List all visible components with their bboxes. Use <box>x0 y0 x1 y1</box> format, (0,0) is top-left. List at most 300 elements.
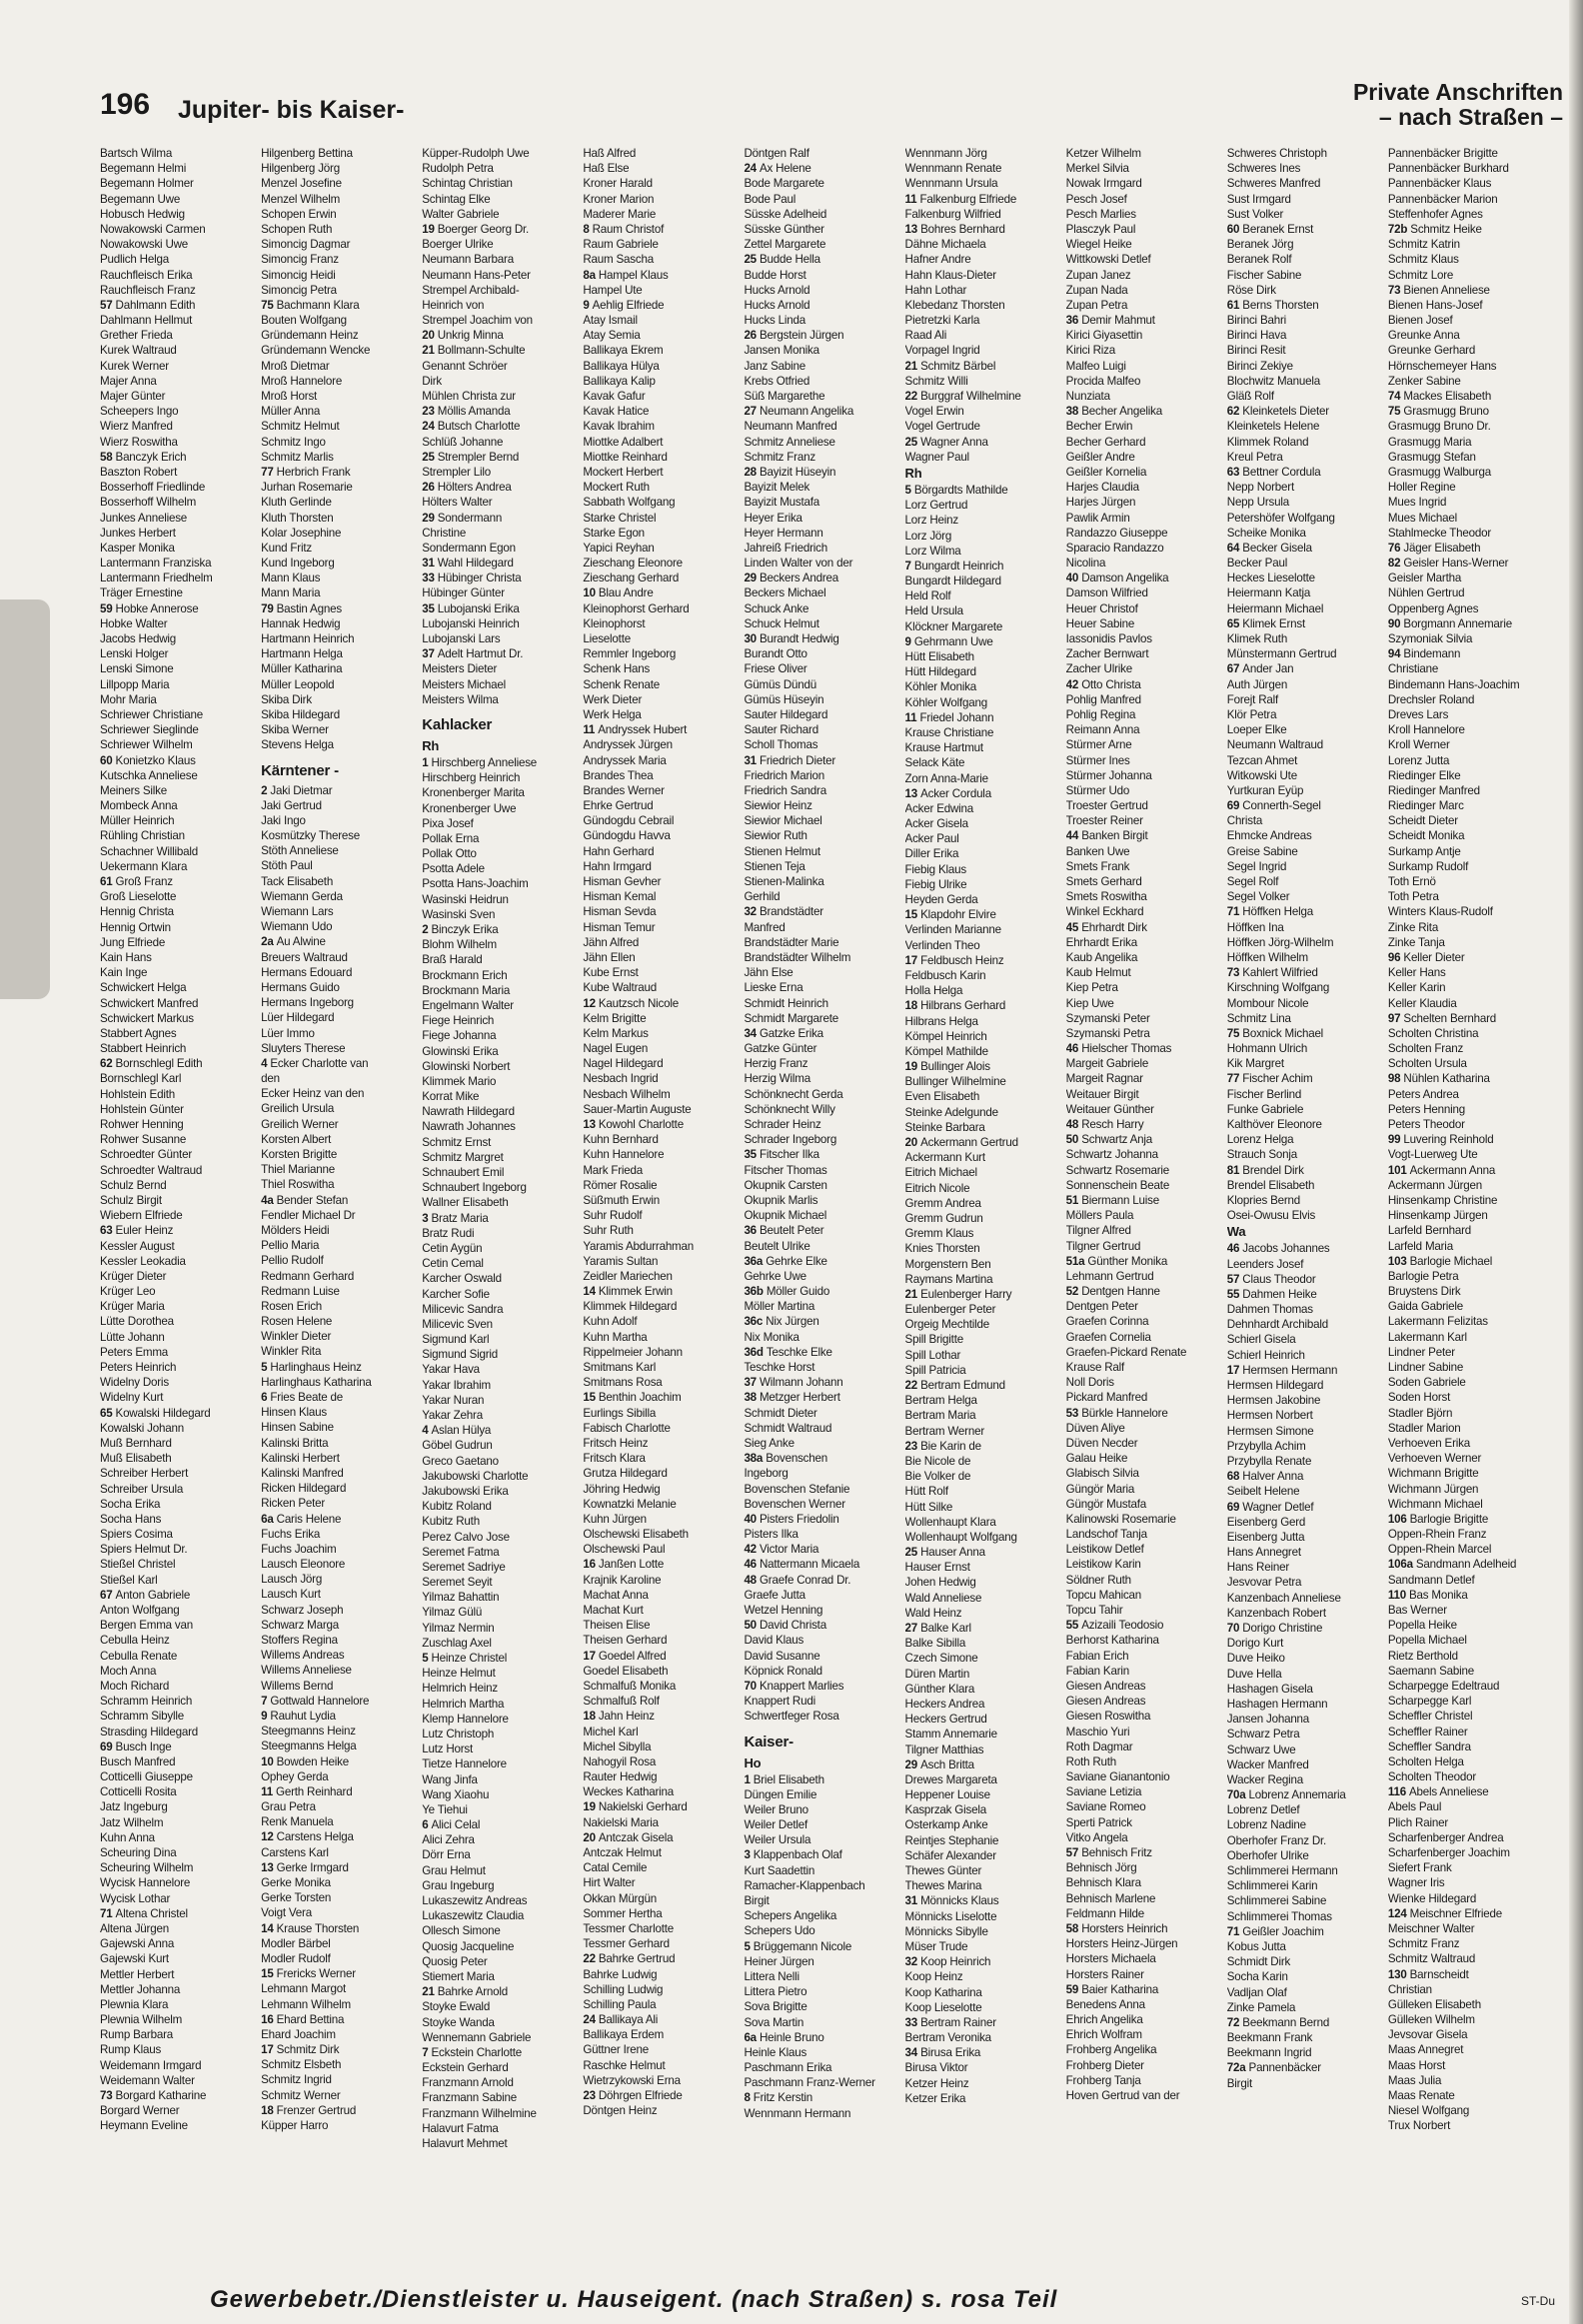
section-title <box>1353 80 1563 131</box>
directory-entry: 5 Brüggemann Nicole <box>744 1939 852 1953</box>
directory-entry: Littera Nelli <box>744 1969 799 1983</box>
directory-entry: Andryssek Maria <box>583 753 667 767</box>
directory-entry: 94 Bindemann <box>1387 647 1461 661</box>
directory-entry: Stürmer Ines <box>1065 753 1130 767</box>
directory-entry: Schlimmerei Hermann <box>1226 1864 1338 1877</box>
directory-entry: Begemann Holmer <box>100 177 194 191</box>
directory-entry: Cetin Aygün <box>422 1241 483 1255</box>
directory-entry: Reintjes Stephanie <box>904 1833 999 1847</box>
house-number: 40 <box>1065 572 1082 585</box>
directory-entry: 17 Goedel Alfred <box>583 1649 667 1663</box>
directory-entry: Manfred <box>744 920 786 934</box>
directory-entry: Yurtkuran Eyüp <box>1226 783 1304 797</box>
directory-entry: 53 Bürkle Hannelore <box>1065 1406 1168 1420</box>
house-number: 130 <box>1387 1967 1410 1981</box>
directory-entry: Zacher Bernwart <box>1065 647 1149 661</box>
house-number: 110 <box>1387 1588 1409 1602</box>
directory-entry: Oberhofer Ulrike <box>1226 1848 1309 1862</box>
directory-entry: Lakermann Felizitas <box>1387 1315 1488 1329</box>
directory-entry: Nawrath Johannes <box>422 1120 516 1134</box>
directory-entry: 29 Sondermann <box>422 511 503 525</box>
directory-entry: Klöckner Margarete <box>904 619 1003 633</box>
directory-entry: Scholten Franz <box>1387 1042 1464 1056</box>
directory-entry: Scheidt Dieter <box>1387 814 1458 828</box>
directory-entry: Miottke Adalbert <box>583 435 664 449</box>
directory-entry: Wietrzykowski Erna <box>583 2073 681 2087</box>
directory-entry: 24 Butsch Charlotte <box>422 420 521 434</box>
directory-entry: Kelm Markus <box>583 1026 649 1040</box>
directory-entry: Keller Karin <box>1387 981 1446 995</box>
directory-entry: 38 Metzger Herbert <box>744 1391 840 1405</box>
house-number: 62 <box>1226 405 1243 419</box>
directory-entry: Scheffler Christel <box>1387 1710 1473 1724</box>
directory-entry: Raschke Helmut <box>583 2058 666 2072</box>
directory-entry: 8 Raum Christof <box>583 222 665 236</box>
directory-entry: Iassonidis Pavlos <box>1065 632 1152 645</box>
house-number: 4 <box>261 1056 271 1070</box>
directory-entry: Schrader Heinz <box>744 1118 821 1131</box>
directory-entry: Johen Hedwig <box>904 1576 976 1590</box>
directory-entry: Krause Hartmut <box>904 741 983 755</box>
directory-entry: Meisters Dieter <box>422 662 498 676</box>
directory-entry: Süsske Günther <box>744 222 824 236</box>
house-number: 42 <box>744 1543 760 1557</box>
directory-entry: Siewior Michael <box>744 814 822 828</box>
directory-entry: Greilich Ursula <box>261 1102 335 1116</box>
directory-entry: Wierz Roswitha <box>100 435 178 449</box>
directory-entry: 97 Schelten Bernhard <box>1387 1011 1497 1025</box>
directory-entry: Junkes Anneliese <box>100 511 188 525</box>
directory-entry: Greco Gaetano <box>422 1454 499 1468</box>
directory-entry: Milicevic Sandra <box>422 1302 504 1316</box>
house-number: 116 <box>1387 1785 1409 1799</box>
directory-entry: Bienen Hans-Josef <box>1387 298 1483 312</box>
directory-entry: Theisen Elise <box>583 1619 651 1633</box>
directory-entry: Schilling Paula <box>583 1997 657 2011</box>
directory-entry: Strempler Lilo <box>422 465 491 479</box>
directory-entry: Nunziata <box>1065 390 1110 403</box>
directory-entry: Behnisch Jörg <box>1065 1861 1137 1875</box>
directory-entry: Ingeborg <box>744 1467 789 1481</box>
directory-entry: Pohlig Regina <box>1065 707 1136 721</box>
house-number: 35 <box>422 601 438 615</box>
directory-entry: Nowakowski Carmen <box>100 222 206 236</box>
directory-entry: Hisman Temur <box>583 920 656 934</box>
directory-entry: Scheuring Wilhelm <box>100 1861 194 1875</box>
directory-entry: Eisenberg Jutta <box>1226 1530 1305 1544</box>
directory-entry: Franzmann Arnold <box>422 2076 514 2090</box>
directory-entry: Schmitz Helmut <box>261 420 340 434</box>
directory-entry: Mühlen Christa zur <box>422 390 516 403</box>
house-number: 36b <box>744 1285 767 1299</box>
directory-entry: 64 Becker Gisela <box>1226 541 1312 555</box>
directory-entry: Wasinski Heidrun <box>422 892 509 906</box>
directory-entry: Hohmann Ulrich <box>1226 1042 1308 1056</box>
directory-entry: Ackermann Jürgen <box>1387 1178 1482 1192</box>
directory-entry: 7 Bungardt Heinrich <box>904 559 1004 573</box>
directory-entry: Lobrenz Nadine <box>1226 1818 1306 1832</box>
directory-entry: Segel Volker <box>1226 890 1290 904</box>
directory-entry: 15 Benthin Joachim <box>583 1391 682 1405</box>
directory-entry: Rühling Christian <box>100 829 185 843</box>
directory-entry: Troester Reiner <box>1065 814 1143 828</box>
house-number: 20 <box>422 329 438 343</box>
directory-entry: Przybylla Renate <box>1226 1454 1312 1468</box>
directory-entry: 12 Carstens Helga <box>261 1830 354 1844</box>
directory-entry: Heiermann Michael <box>1226 601 1324 615</box>
house-number: 77 <box>1226 1072 1243 1086</box>
directory-entry: Bertram Werner <box>904 1424 984 1438</box>
directory-entry: Popella Michael <box>1387 1634 1467 1648</box>
directory-entry: Yilmaz Gülü <box>422 1606 483 1620</box>
house-number: 26 <box>422 481 438 495</box>
house-number: 69 <box>1226 799 1243 813</box>
footer-note: Gewerbebetr./Dienstleister u. Hauseigent. (nach Straßen) s. rosa Teil <box>210 2286 1058 2313</box>
directory-entry: Herzig Wilma <box>744 1072 810 1086</box>
directory-entry: Neumann Hans-Peter <box>422 268 531 282</box>
directory-entry: Höffken Jörg-Wilhelm <box>1226 935 1334 949</box>
directory-entry: Dentgen Peter <box>1065 1300 1138 1314</box>
house-number: 36d <box>744 1345 767 1359</box>
directory-entry: Wennmann Jörg <box>904 147 987 160</box>
house-number: 21 <box>422 1985 438 1999</box>
directory-entry: Geisler Martha <box>1387 572 1462 585</box>
directory-entry: Majer Günter <box>100 390 166 403</box>
directory-entry: Begemann Uwe <box>100 192 181 206</box>
directory-entry: Döntgen Heinz <box>583 2104 658 2118</box>
directory-entry: 21 Eulenberger Harry <box>904 1287 1012 1301</box>
directory-entry: Küpper-Rudolph Uwe <box>422 147 530 160</box>
directory-entry: 6a Caris Helene <box>261 1512 342 1526</box>
directory-entry: Wichmann Jürgen <box>1387 1482 1479 1496</box>
directory-entry: Hennig Christa <box>100 905 174 919</box>
house-number: 69 <box>1226 1500 1243 1514</box>
directory-entry: 71 Geißler Joachim <box>1226 1924 1324 1938</box>
directory-entry: Fischer Sabine <box>1226 268 1302 282</box>
directory-entry: Schmidt Heinrich <box>744 996 828 1010</box>
directory-entry: Okupnik Carsten <box>744 1178 827 1192</box>
directory-entry: 38 Becher Angelika <box>1065 405 1162 419</box>
directory-entry: 44 Banken Birgit <box>1065 829 1148 843</box>
directory-entry: Hinsen Klaus <box>261 1406 328 1420</box>
house-number: 76 <box>1387 541 1404 555</box>
directory-entry: Schweres Manfred <box>1226 177 1321 191</box>
directory-entry: Koop Lieselotte <box>904 2000 982 2014</box>
directory-column <box>261 146 412 2274</box>
directory-entry: 34 Birusa Erika <box>904 2046 981 2060</box>
directory-entry: 116 Abels Anneliese <box>1387 1785 1489 1799</box>
directory-entry: Greunke Gerhard <box>1387 344 1476 358</box>
house-number: 60 <box>1226 222 1243 236</box>
house-number: 6a <box>261 1512 277 1526</box>
directory-entry: 5 Börgardts Mathilde <box>904 483 1008 497</box>
directory-entry: Suhr Rudolf <box>583 1209 643 1223</box>
directory-entry: 90 Borgmann Annemarie <box>1387 616 1512 630</box>
directory-entry: Kube Waltraud <box>583 981 657 995</box>
directory-entry: Höffken Ina <box>1226 920 1284 934</box>
house-number: 17 <box>1226 1363 1243 1377</box>
directory-entry: Hampel Ute <box>583 283 643 297</box>
directory-entry: Strempel Archibald- <box>422 283 520 297</box>
house-number: 53 <box>1065 1406 1082 1420</box>
directory-entry: Haß Else <box>583 162 630 176</box>
directory-entry: Tessmer Gerhard <box>583 1937 670 1951</box>
house-number: 61 <box>1226 298 1243 312</box>
house-number: 10 <box>583 586 599 600</box>
house-number: 37 <box>422 647 438 661</box>
directory-entry: Troester Gertrud <box>1065 799 1148 813</box>
house-number: 19 <box>904 1060 921 1074</box>
directory-entry: Horsters Michaela <box>1065 1952 1156 1966</box>
directory-entry: Bratz Rudi <box>422 1226 475 1240</box>
directory-entry: Eckstein Gerhard <box>422 2061 509 2075</box>
directory-entry: 7 Eckstein Charlotte <box>422 2045 522 2059</box>
directory-entry: Jaki Ingo <box>261 813 306 827</box>
directory-entry: Wald Anneliese <box>904 1591 982 1605</box>
directory-entry: Holler Regine <box>1387 481 1456 495</box>
directory-entry: Wagner Iris <box>1387 1876 1445 1890</box>
directory-entry: Stevens Helga <box>261 738 334 752</box>
directory-entry: Stöth Paul <box>261 859 313 873</box>
directory-entry: Scholten Christina <box>1387 1026 1479 1040</box>
directory-entry: Steinke Adelgunde <box>904 1105 998 1119</box>
directory-entry: Bas Werner <box>1387 1604 1447 1617</box>
directory-entry: Lobrenz Detlef <box>1226 1803 1300 1817</box>
directory-entry: 17 Hermsen Hermann <box>1226 1363 1338 1377</box>
directory-entry: Sparacio Randazzo <box>1065 541 1164 555</box>
directory-entry: Okupnik Michael <box>744 1209 827 1223</box>
directory-entry: Franzmann Wilhelmine <box>422 2106 537 2120</box>
directory-entry: Verhoeven Werner <box>1387 1452 1482 1466</box>
directory-entry: 101 Ackermann Anna <box>1387 1163 1496 1177</box>
directory-entry: Gründemann Wencke <box>261 344 371 358</box>
directory-entry: Oppen-Rhein Franz <box>1387 1528 1487 1542</box>
directory-entry: 23 Möllis Amanda <box>422 405 511 419</box>
directory-entry: Acker Edwina <box>904 801 974 815</box>
directory-entry: Düngen Emilie <box>744 1787 817 1801</box>
directory-entry: Hilgenberg Jörg <box>261 162 340 176</box>
street-range-heading: Jupiter- bis Kaiser- <box>178 96 405 124</box>
directory-entry: Hütt Silke <box>904 1500 953 1514</box>
directory-entry: Düven Aliye <box>1065 1421 1125 1435</box>
directory-entry: Kiep Uwe <box>1065 996 1114 1010</box>
directory-entry: 11 Andryssek Hubert <box>583 723 688 737</box>
house-number: 70a <box>1226 1788 1249 1802</box>
directory-entry: Forejt Ralf <box>1226 692 1279 706</box>
directory-entry: Hütt Elisabeth <box>904 650 974 663</box>
directory-entry: Verhoeven Erika <box>1387 1436 1470 1450</box>
directory-entry: 38a Bovenschen <box>744 1452 828 1466</box>
directory-entry: Jacobs Hedwig <box>100 632 177 645</box>
directory-entry: 27 Neumann Angelika <box>744 405 854 419</box>
directory-entry: Weitauer Günther <box>1065 1102 1154 1116</box>
directory-entry: Ballikaya Hülya <box>583 359 660 373</box>
house-number: 36 <box>1065 314 1082 328</box>
directory-entry: Lütte Johann <box>100 1330 165 1344</box>
directory-entry: 52 Dentgen Hanne <box>1065 1285 1160 1299</box>
district-heading: Rh <box>422 737 440 753</box>
directory-entry: Schnaubert Emil <box>422 1166 505 1179</box>
directory-entry: Kessler Leokadia <box>100 1254 186 1268</box>
house-number: 70 <box>744 1679 760 1693</box>
directory-entry: 1 Briel Elisabeth <box>744 1772 824 1786</box>
directory-entry: Heckes Lieselotte <box>1226 572 1315 585</box>
directory-entry: Schwertfeger Rosa <box>744 1710 839 1724</box>
directory-entry: Wennemann Gabriele <box>422 2030 532 2044</box>
directory-entry: 67 Anton Gabriele <box>100 1588 191 1602</box>
directory-entry: Jähn Alfred <box>583 935 640 949</box>
directory-entry: Kronenberger Marita <box>422 786 525 800</box>
directory-entry: 15 Klapdohr Elvire <box>904 908 996 922</box>
directory-entry: Pietretzki Karla <box>904 314 980 328</box>
directory-entry: Wiemann Lars <box>261 905 334 918</box>
directory-entry: Cebulla Renate <box>100 1649 178 1663</box>
directory-entry: Willems Bernd <box>261 1679 334 1693</box>
directory-column <box>583 146 734 2274</box>
directory-entry: Bouten Wolfgang <box>261 314 347 328</box>
directory-entry: Zupan Petra <box>1065 298 1128 312</box>
directory-entry: Nahogyil Rosa <box>583 1754 657 1768</box>
directory-entry: Güttner Irene <box>583 2043 650 2057</box>
directory-entry: Breuers Waltraud <box>261 950 348 964</box>
house-number: 77 <box>261 465 277 479</box>
directory-entry: Michel Sibylla <box>583 1740 652 1753</box>
directory-entry: 11 Gerth Reinhard <box>261 1784 353 1798</box>
directory-entry: Alici Zehra <box>422 1833 475 1847</box>
directory-entry: Osei-Owusu Elvis <box>1226 1209 1316 1223</box>
directory-entry: 75 Grasmugg Bruno <box>1387 405 1489 419</box>
directory-entry: Osterkamp Anke <box>904 1818 988 1832</box>
directory-entry: Skiba Hildegard <box>261 707 340 721</box>
directory-entry: Weiler Detlef <box>744 1818 807 1832</box>
directory-entry: Wienke Hildegard <box>1387 1891 1477 1905</box>
directory-entry: Birgit <box>1226 2076 1252 2090</box>
directory-entry: Held Rolf <box>904 589 951 603</box>
directory-entry: Köpnick Ronald <box>744 1664 822 1678</box>
directory-entry: Jevsovar Gisela <box>1387 2028 1468 2042</box>
directory-entry: Stießel Karl <box>100 1573 158 1587</box>
street-heading: Kärntener - <box>261 761 339 779</box>
directory-entry: Czech Simone <box>904 1652 978 1666</box>
house-number: 12 <box>261 1830 277 1844</box>
directory-entry: Bullinger Wilhelmine <box>904 1075 1006 1089</box>
directory-entry: Kube Ernst <box>583 966 639 980</box>
directory-entry: 45 Ehrhardt Dirk <box>1065 920 1147 934</box>
directory-entry: Brandstädter Wilhelm <box>744 950 851 964</box>
directory-entry: Möller Martina <box>744 1300 815 1314</box>
directory-entry: Jöhring Hedwig <box>583 1482 661 1496</box>
directory-entry: Mockert Herbert <box>583 465 664 479</box>
directory-entry: Brandes Werner <box>583 783 665 797</box>
house-number: 18 <box>904 999 921 1013</box>
directory-entry: Kalinowski Rosemarie <box>1065 1512 1176 1526</box>
house-number: 62 <box>100 1057 116 1071</box>
directory-entry: Simoncig Heidi <box>261 268 336 282</box>
directory-entry: Tack Elisabeth <box>261 874 334 888</box>
directory-entry: Halavurt Fatma <box>422 2121 499 2135</box>
directory-entry: Margeit Gabriele <box>1065 1057 1149 1071</box>
directory-entry: Vogel Gertrude <box>904 420 980 434</box>
directory-entry: Klör Petra <box>1226 707 1277 721</box>
directory-entry: Seibelt Helene <box>1226 1485 1300 1499</box>
directory-entry: Nowakowski Uwe <box>100 238 189 252</box>
directory-entry: Jatz Wilhelm <box>100 1815 164 1829</box>
directory-entry: Becher Erwin <box>1065 420 1133 434</box>
directory-entry: Stienen-Malinka <box>744 875 824 888</box>
directory-entry: Süß Margarethe <box>744 390 825 403</box>
directory-entry: 32 Brandstädter <box>744 905 823 919</box>
directory-entry: Stahlmecke Theodor <box>1387 526 1492 540</box>
directory-entry: Schmitz Marlis <box>261 450 334 464</box>
directory-entry: Ketzer Heinz <box>904 2076 969 2090</box>
section-title-line1: Private Anschriften <box>1352 79 1563 105</box>
house-number: 11 <box>904 192 920 206</box>
directory-entry: 2a Au Alwine <box>261 935 326 949</box>
directory-entry: Schepers Angelika <box>744 1909 837 1923</box>
directory-entry: Hisman Sevda <box>583 905 657 919</box>
directory-entry: Christine <box>422 526 467 540</box>
directory-entry: Mettler Johanna <box>100 1982 181 1996</box>
house-number: 31 <box>744 753 760 767</box>
directory-entry: Surkamp Rudolf <box>1387 859 1469 873</box>
directory-entry: Seremet Sadriye <box>422 1560 506 1574</box>
directory-entry: Pisters Ilka <box>744 1528 798 1542</box>
directory-entry: Herzig Franz <box>744 1057 808 1071</box>
house-number: 19 <box>422 222 438 236</box>
directory-entry: Wichmann Michael <box>1387 1497 1483 1511</box>
directory-entry: Jatz Ingeburg <box>100 1800 168 1814</box>
house-number: 71 <box>100 1906 116 1920</box>
directory-entry: Kavak Hatice <box>583 405 650 419</box>
directory-entry: Muß Bernhard <box>100 1436 172 1450</box>
directory-entry: Schmitz Franz <box>1387 1937 1460 1951</box>
directory-entry: Bertram Veronika <box>904 2031 991 2045</box>
directory-entry: Saviane Gianantonio <box>1065 1770 1170 1784</box>
directory-entry: Psotta Hans-Joachim <box>422 877 529 891</box>
directory-entry: Hobke Walter <box>100 616 168 630</box>
directory-entry: Simoncig Dagmar <box>261 238 351 252</box>
directory-entry: Hohlstein Edith <box>100 1087 175 1101</box>
directory-entry: Linden Walter von der <box>744 557 853 571</box>
directory-entry: Hirt Walter <box>583 1876 636 1890</box>
directory-entry: 77 Fischer Achim <box>1226 1072 1313 1086</box>
house-number: 58 <box>1065 1921 1082 1935</box>
directory-entry: Redmann Gerhard <box>261 1269 355 1283</box>
house-number: 20 <box>583 1830 599 1844</box>
directory-entry: Schweres Ines <box>1226 162 1301 176</box>
directory-entry: Steegmanns Helga <box>261 1740 357 1753</box>
directory-entry: 10 Bowden Heike <box>261 1754 349 1768</box>
house-number: 69 <box>100 1740 116 1753</box>
house-number: 17 <box>904 953 921 967</box>
directory-entry: Hahn Klaus-Dieter <box>904 268 996 282</box>
directory-entry: Ballikaya Kalip <box>583 374 656 388</box>
directory-entry: Becker Paul <box>1226 557 1288 571</box>
directory-entry: Scharfenberger Joachim <box>1387 1846 1510 1859</box>
house-number: 22 <box>904 390 921 403</box>
directory-entry: 25 Hauser Anna <box>904 1546 985 1560</box>
directory-entry: David Susanne <box>744 1649 820 1663</box>
house-number: 6a <box>744 2030 760 2044</box>
directory-entry: 99 Luvering Reinhold <box>1387 1133 1494 1147</box>
directory-entry: Lenski Holger <box>100 647 169 661</box>
directory-entry: Eitrich Nicole <box>904 1181 970 1195</box>
directory-entry: Hübinger Günter <box>422 586 505 600</box>
directory-entry: Kuhn Bernhard <box>583 1133 659 1147</box>
house-number: 103 <box>1387 1254 1410 1268</box>
house-number: 1 <box>744 1772 754 1786</box>
directory-entry: Behnisch Klara <box>1065 1876 1141 1890</box>
